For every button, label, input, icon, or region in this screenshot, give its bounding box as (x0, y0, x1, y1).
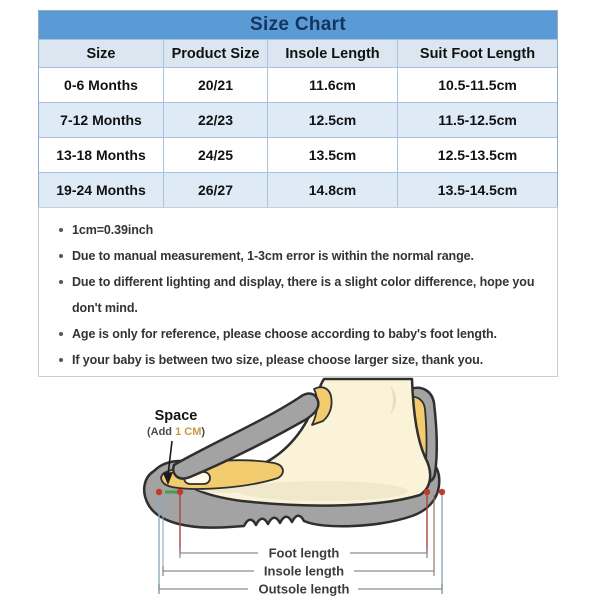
table-cell: 13.5cm (267, 137, 397, 172)
table-cell: 0-6 Months (39, 67, 163, 102)
table-cell: 14.8cm (267, 172, 397, 207)
marker-dot (177, 489, 183, 495)
table-cell: 11.5-12.5cm (397, 102, 557, 137)
bullet-dot (59, 280, 63, 284)
foot-measurement-diagram (128, 377, 473, 599)
table-cell: 11.6cm (267, 67, 397, 102)
outsole-length-label: Outsole length (258, 581, 350, 597)
bullet-dot (59, 254, 63, 258)
table-cell: 22/23 (163, 102, 267, 137)
table-row (39, 172, 557, 207)
table-header-row (39, 39, 557, 67)
table-cell: 12.5-13.5cm (397, 137, 557, 172)
column-header-insole-length: Insole Length (267, 39, 397, 67)
column-header-product-size: Product Size (163, 39, 267, 67)
note-item (51, 321, 545, 347)
column-header-suit-foot-length: Suit Foot Length (397, 39, 557, 67)
table-row (39, 137, 557, 172)
sole-shading (238, 481, 408, 501)
column-header-size: Size (39, 39, 163, 67)
bullet-dot (59, 332, 63, 336)
bullet-dot (59, 228, 63, 232)
space-sublabel: (Add 1 CM) (146, 426, 206, 438)
note-item (51, 347, 545, 373)
table-cell: 20/21 (163, 67, 267, 102)
table-cell: 26/27 (163, 172, 267, 207)
table-cell: 12.5cm (267, 102, 397, 137)
table-cell: 10.5-11.5cm (397, 67, 557, 102)
note-item (51, 217, 545, 243)
table-row (39, 67, 557, 102)
note-text: Due to different lighting and display, there is a slight color difference, hope you don't mind. (72, 275, 535, 315)
note-item (51, 269, 545, 321)
note-text: Due to manual measurement, 1-3cm error is within the normal range. (72, 249, 474, 263)
table-cell: 24/25 (163, 137, 267, 172)
table-cell: 19-24 Months (39, 172, 163, 207)
foot-length-label: Foot length (268, 545, 340, 561)
size-chart-table (38, 10, 558, 208)
note-text: Age is only for reference, please choose according to baby's foot length. (72, 327, 497, 341)
table-cell: 13-18 Months (39, 137, 163, 172)
note-item (51, 243, 545, 269)
note-text: 1cm=0.39inch (72, 223, 154, 237)
table-title: Size Chart (39, 11, 557, 39)
marker-dot (156, 489, 162, 495)
table-cell: 7-12 Months (39, 102, 163, 137)
notes-panel (38, 207, 558, 377)
table-row (39, 102, 557, 137)
note-text: If your baby is between two size, please choose larger size, thank you. (72, 353, 484, 367)
bullet-dot (59, 358, 63, 362)
marker-dot (439, 489, 445, 495)
table-cell: 13.5-14.5cm (397, 172, 557, 207)
marker-dot (424, 489, 430, 495)
space-label: Space (154, 408, 198, 424)
insole-length-label: Insole length (263, 563, 345, 579)
